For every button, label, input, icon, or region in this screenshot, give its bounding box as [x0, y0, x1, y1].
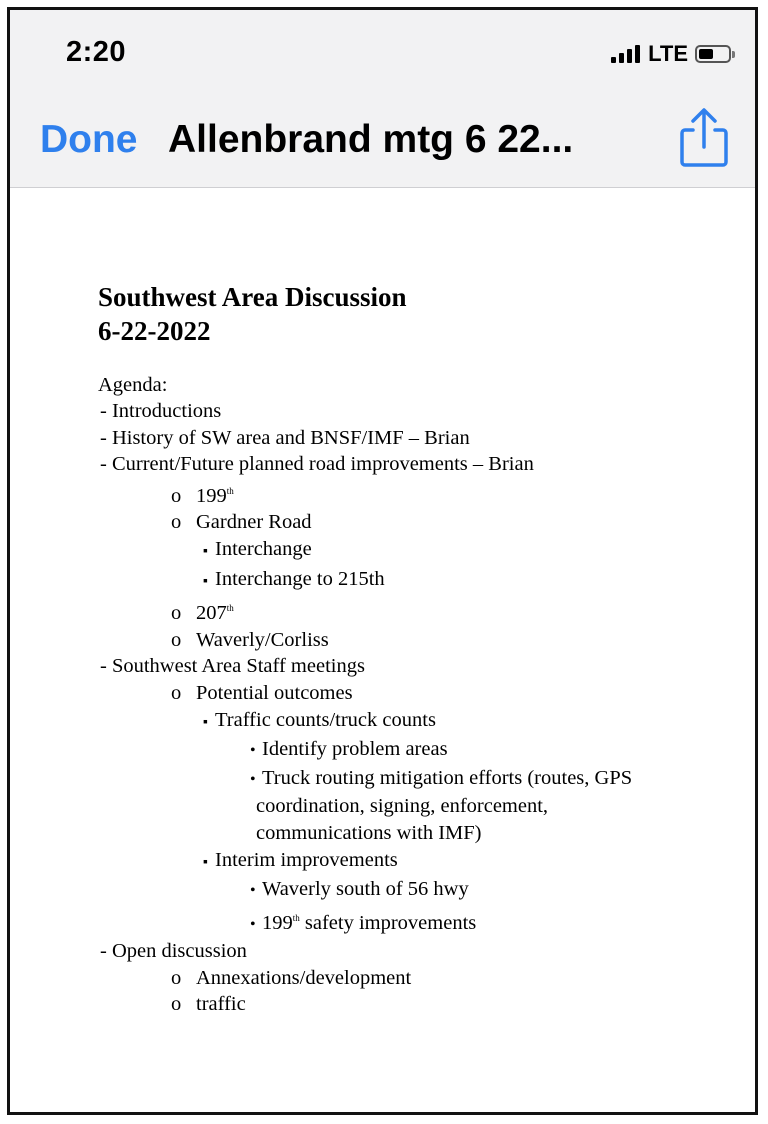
- detail-item-continuation: coordination, signing, enforcement,: [256, 795, 549, 818]
- top-bar: [10, 10, 755, 188]
- detail-item: [98, 876, 718, 905]
- superscript: th: [226, 603, 234, 614]
- detail-item: [98, 905, 718, 939]
- detail-item-text: Identify problem areas: [262, 738, 448, 761]
- document-heading: [98, 280, 718, 348]
- bullet-square: ▪: [203, 854, 208, 870]
- sub-item: [98, 478, 718, 510]
- sub-sub-item-text: Traffic counts/truck counts: [215, 708, 436, 731]
- bullet-square: ▪: [203, 543, 208, 559]
- phone-screen: [7, 7, 758, 1115]
- heading-line-2: 6-22-2022: [98, 316, 211, 346]
- bullet-square: ▪: [203, 714, 208, 730]
- share-icon[interactable]: [676, 106, 732, 170]
- status-time: 2:20: [66, 36, 127, 68]
- detail-item-text: Truck routing mitigation efforts (routes, GPS: [262, 766, 633, 789]
- sub-item: [98, 680, 718, 707]
- bullet-dot: •: [250, 882, 256, 900]
- superscript: th: [292, 912, 300, 923]
- sub-item-text: 199: [196, 484, 227, 507]
- bullet-circle: o: [171, 511, 182, 534]
- sub-item-text: Waverly/Corliss: [196, 628, 329, 651]
- status-icons: [611, 42, 731, 66]
- sub-item-text: Annexations/development: [196, 966, 412, 989]
- done-button[interactable]: Done: [40, 118, 138, 161]
- bullet-circle: o: [171, 602, 182, 625]
- agenda-label: Agenda:: [98, 374, 168, 396]
- battery-icon: [695, 45, 731, 63]
- sub-item-text: traffic: [196, 993, 246, 1016]
- agenda-item: - Southwest Area Staff meetings: [100, 655, 365, 678]
- sub-item: [98, 965, 718, 992]
- sub-sub-item: [98, 707, 718, 737]
- detail-item: [98, 736, 718, 765]
- agenda-item: - Current/Future planned road improvements – Brian: [100, 453, 534, 476]
- sub-item: [98, 627, 718, 654]
- bullet-dot: •: [250, 915, 256, 933]
- network-label: LTE: [648, 41, 688, 66]
- agenda-item: - Introductions: [100, 400, 222, 422]
- bullet-circle: o: [171, 993, 182, 1016]
- bullet-circle: o: [171, 628, 182, 651]
- bullet-square: ▪: [203, 573, 208, 589]
- document-page: [98, 280, 718, 1018]
- sub-sub-item-text: Interim improvements: [215, 848, 398, 871]
- detail-item-text: Waverly south of 56 hwy: [262, 878, 469, 901]
- sub-sub-item-text: Interchange: [215, 537, 312, 560]
- document-title: Allenbrand mtg 6 22...: [168, 118, 574, 161]
- detail-item-text: safety improvements: [299, 911, 477, 934]
- signal-icon: [611, 45, 640, 63]
- agenda-item: - Open discussion: [100, 940, 247, 963]
- detail-item: [98, 765, 718, 794]
- bullet-dot: •: [250, 742, 256, 760]
- sub-item: [98, 595, 718, 627]
- heading-line-1: Southwest Area Discussion: [98, 282, 407, 312]
- bullet-circle: o: [171, 484, 182, 507]
- bullet-circle: o: [171, 966, 182, 989]
- sub-sub-item: [98, 566, 718, 596]
- superscript: th: [226, 485, 234, 496]
- sub-item-text: 207: [196, 602, 227, 625]
- sub-item-text: Gardner Road: [196, 511, 312, 534]
- bullet-dot: •: [250, 770, 256, 788]
- sub-item: [98, 991, 718, 1018]
- bullet-circle: o: [171, 681, 182, 704]
- detail-item-continuation: communications with IMF): [256, 821, 482, 844]
- detail-item-text: 199: [262, 911, 293, 934]
- sub-sub-item: [98, 847, 718, 877]
- sub-item: [98, 509, 718, 536]
- sub-sub-item-text: Interchange to 215th: [215, 567, 385, 590]
- agenda-item: - History of SW area and BNSF/IMF – Brian: [100, 426, 470, 449]
- sub-sub-item: [98, 536, 718, 566]
- sub-item-text: Potential outcomes: [196, 681, 353, 704]
